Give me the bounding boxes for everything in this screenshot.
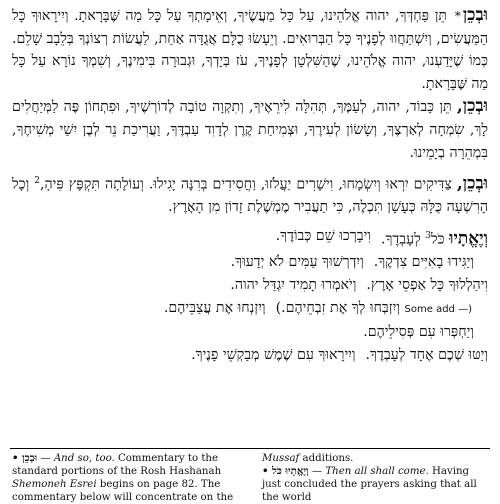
paragraph-uvchen-2 [12,95,488,164]
paragraph-uvchen-1 [12,4,488,95]
commentary-right [262,452,490,504]
poem-text: וְיַגִּידוּ בָאִיִּים צִדְקֶךָ. [373,254,474,271]
footnote-star: * [454,9,461,23]
poem-text: וְיִירָאוּךָ עִם שֶׁמֶשׁ מְבַקְשֵׁי פָנֶיךָ. [191,346,356,363]
some-add-note: (— Some add [404,303,472,315]
paragraph-text: תֵּן כָּבוֹד, יהוה, לְעַמֶּךָ, תְּהִלָּה לִירֵאֶיךָ, וְתִקְוָה טוֹבָה לְדוֹרְשֶׁיךָ, וּפִתְחוֹן פֶּה לַמְּיַחֲלִים לָךְ, שִׂמְחָה לְאַרְצֶךָ, וְשָׂשׂוֹן לְעִירֶךָ, וּצְמִיחַת קֶרֶן לְדָוִד עַבְדֶּךָ, וַעֲרִיכַת נֵר לְבֶן יִשַׁי מְשִׁיחֶךָ, בִּמְהֵרָה בְיָמֵינוּ. [12,99,488,161]
commentary-left [12,452,240,504]
poem-text: וְיִזְנְחוּ אֶת עֲצַבֵּיהֶם. [163,299,266,316]
commentary-term: Mussaf [262,453,300,464]
poem-line [12,344,488,367]
poem-text: וְיִזְבְּחוּ לְךָ אֶת זִבְחֵיהֶם.) [275,299,401,316]
footnote-number: 2 [34,176,41,187]
commentary-dash: — [308,466,326,477]
paragraph-text: צַדִּיקִים יִרְאוּ וְיִשְׂמָחוּ, וִישָׁרִים יַעֲלֹזוּ, וַחֲסִידִים בְּרִנָּה יָגִילוּ. וְעוֹלָתָה תִּקְפָּץ פִּיהָ, [40,176,452,193]
commentary-title: And so, too. [53,453,115,464]
footnote-divider [10,448,490,449]
poem-text: כֹּל [431,231,445,248]
poem-text: וְיֹאמְרוּ תָמִיד יִגְדַּל יהוה. [230,277,357,293]
poem-text: וִיבָרְכוּ שֵׁם כְּבוֹדֶךָ. [275,228,371,245]
poem-text: וְיַחְפְּרוּ עִם פְּסִילֵיהֶם. [363,324,474,341]
commentary-text: Having just concluded the prayers asking that all the world [262,466,477,503]
poem-line [12,297,488,322]
commentary-text: begins on page 82. The commentary below will concentrate on the [12,479,234,503]
commentary-title: Then all shall come. [325,466,429,477]
poem-line [12,274,488,297]
paragraph-text: תֵּן פַּחְדְּךָ, יהוה אֱלֹהֵינוּ, עַל כָּל מַעֲשֶׂיךָ, וְאֵימָתְךָ עַל כָּל מַה שֶּׁבָּרָאתָ. וְיִירָאוּךָ כָּל הַמַּעֲשִׂים, וְיִשְׁתַּחֲווּ לְפָנֶיךָ כָּל הַבְּרוּאִים. וְיֵעָשׂוּ כֻלָּם אֲגֻדָּה אַחַת, לַעֲשׂוֹת רְצוֹנְךָ בְּלֵבָב שָׁלֵם. כְּמוֹ שֶׁיָּדַעְנוּ, יהוה אֱלֹהֵינוּ, שֶׁהַשִּׁלְטָן לְפָנֶיךָ, עֹז בְּיָדְךָ, וּגְבוּרָה בִּימִינֶךָ, וְשִׁמְךָ נוֹרָא עַל כָּל מַה שֶּׁבָּרָאתָ. [12,8,488,92]
poem-line [12,321,488,344]
poem-line [12,225,488,251]
paragraph-text: וְכָל הָרִשְׁעָה כֻּלָּהּ כְּעָשָׁן תִּכְלֶה, כִּי תַעֲבִיר מֶמְשֶׁלֶת זָדוֹן מִן הָאָרֶץ. [12,176,488,216]
paragraph-lead-word: וּבְכֵן [462,5,489,25]
commentary-text: Commentary to the standard portions of the Rosh Hashanah [12,453,222,477]
commentary-hebrew-lemma: וְיֶאֱתָיוּ כֹּל • [262,465,309,477]
commentary-term: Shemoneh Esrei [12,479,97,490]
poem-lead-word: וְיֶאֱתָיוּ [449,228,488,249]
poem-text: וְיַטּוּ שְׁכֶם אֶחָד לְעָבְדֶךָ. [365,346,488,363]
poem-text: וְיִדְרְשׁוּךָ עַמִּים לֹא יְדָעוּךָ. [230,254,364,271]
poem-text: לְעָבְדֶךָ. [380,231,421,248]
paragraph-uvchen-3 [12,170,488,219]
poem-veyeetayu [12,225,488,366]
poem-text: וִיהַלְלוּךָ כָּל אַפְסֵי אָרֶץ. [366,277,488,293]
hebrew-text-block [12,4,488,366]
commentary-text: additions. [299,453,354,464]
paragraph-lead-word: וּבְכֵן, [456,173,488,194]
commentary-dash: — [37,453,54,464]
poem-line [12,251,488,274]
commentary-hebrew-lemma: וּבְכֵן • [12,452,38,464]
footnote-number: 3 [425,231,431,242]
paragraph-lead-word: וּבְכֵן, [456,96,488,117]
